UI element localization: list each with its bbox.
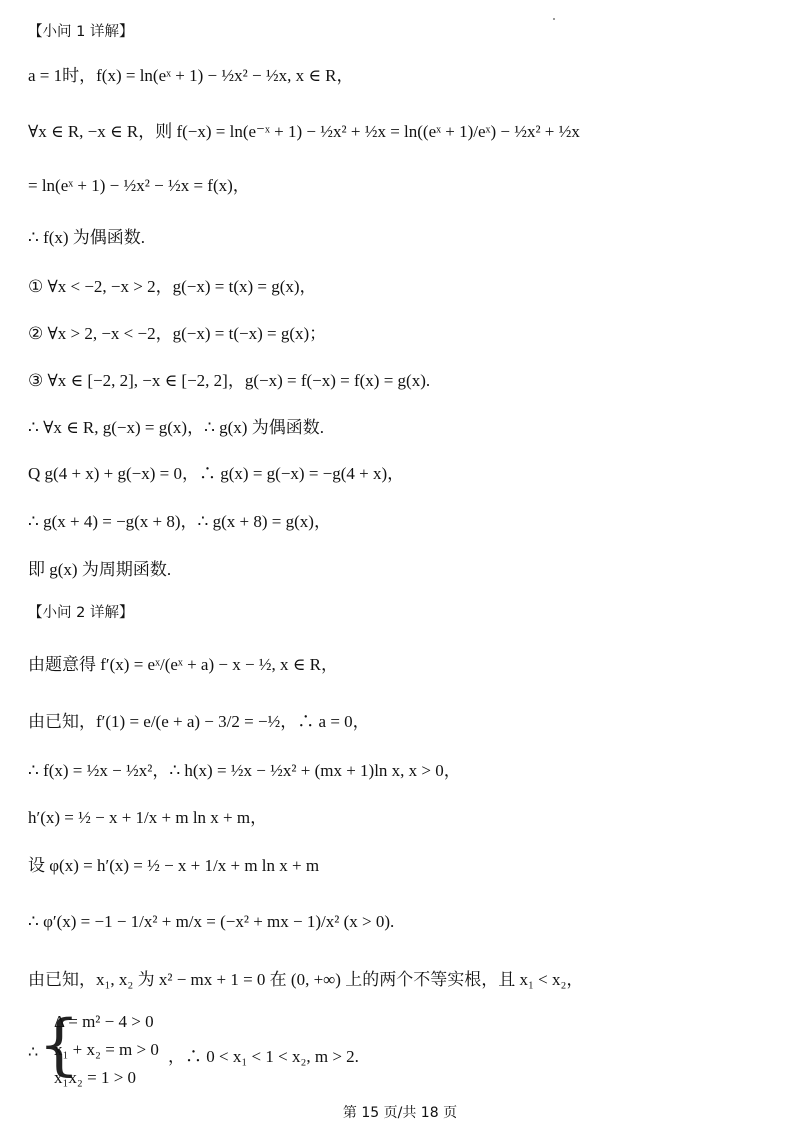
math-line-15: h′(x) = ½ − x + 1/x + m ln x + m， — [28, 808, 268, 827]
math-line-1: a = 1时，f(x) = ln(eˣ + 1) − ½x² − ½x, x ∈ R， — [28, 66, 354, 85]
system-eq-1: Δ = m² − 4 > 0 — [54, 1012, 154, 1031]
math-line-8: ∴ ∀x ∈ R, g(−x) = g(x)，∴ g(x) 为偶函数. — [28, 418, 324, 437]
math-line-18: 由已知，x₁, x₂ 为 x² − mx + 1 = 0 在 (0, +∞) 上的两个不等实根，且 x₁ < x₂， — [28, 970, 584, 989]
system-eq-3: x₁x₂ = 1 > 0 — [54, 1068, 137, 1087]
math-line-5: ① ∀x < −2, −x > 2，g(−x) = t(x) = g(x)， — [28, 277, 317, 296]
page-speck — [553, 18, 555, 20]
math-line-4: ∴ f(x) 为偶函数. — [28, 228, 146, 247]
left-brace: { — [38, 1006, 80, 1083]
math-line-7: ③ ∀x ∈ [−2, 2], −x ∈ [−2, 2]，g(−x) = f(−x) = f(x) = g(x). — [28, 371, 431, 390]
math-line-3: = ln(eˣ + 1) − ½x² − ½x = f(x)， — [28, 176, 250, 195]
math-line-17: ∴ φ′(x) = −1 − 1/x² + m/x = (−x² + mx − 1)/x² (x > 0). — [28, 912, 395, 931]
math-line-16: 设 φ(x) = h′(x) = ½ − x + 1/x + m ln x + m — [28, 856, 320, 875]
system-eq-2: x₁ + x₂ = m > 0 — [54, 1040, 159, 1059]
page-footer: 第 15 页/共 18 页 — [342, 1105, 458, 1121]
q2-heading: 【小问 2 详解】 — [28, 605, 134, 621]
math-line-11: 即 g(x) 为周期函数. — [28, 560, 172, 579]
math-line-10: ∴ g(x + 4) = −g(x + 8)，∴ g(x + 8) = g(x)， — [28, 512, 331, 531]
q1-heading: 【小问 1 详解】 — [28, 24, 134, 40]
math-line-9: Q g(4 + x) + g(−x) = 0，∴ g(x) = g(−x) = −g(4 + x)， — [28, 464, 405, 483]
math-line-2: ∀x ∈ R, −x ∈ R，则 f(−x) = ln(e⁻ˣ + 1) − ½x² + ½x = ln((eˣ + 1)/eˣ) − ½x² + ½x — [28, 122, 580, 141]
math-line-14: ∴ f(x) = ½x − ½x²，∴ h(x) = ½x − ½x² + (mx + 1)ln x, x > 0， — [28, 761, 461, 780]
therefore-symbol: ∴ — [28, 1042, 39, 1061]
math-line-12: 由题意得 f′(x) = eˣ/(eˣ + a) − x − ½, x ∈ R， — [28, 655, 338, 674]
math-line-6: ② ∀x > 2, −x < −2，g(−x) = t(−x) = g(x)； — [28, 324, 327, 343]
system-conclusion: ，∴ 0 < x₁ < 1 < x₂, m > 2. — [168, 1047, 359, 1066]
math-line-13: 由已知，f′(1) = e/(e + a) − 3/2 = −½，∴ a = 0， — [28, 712, 370, 731]
